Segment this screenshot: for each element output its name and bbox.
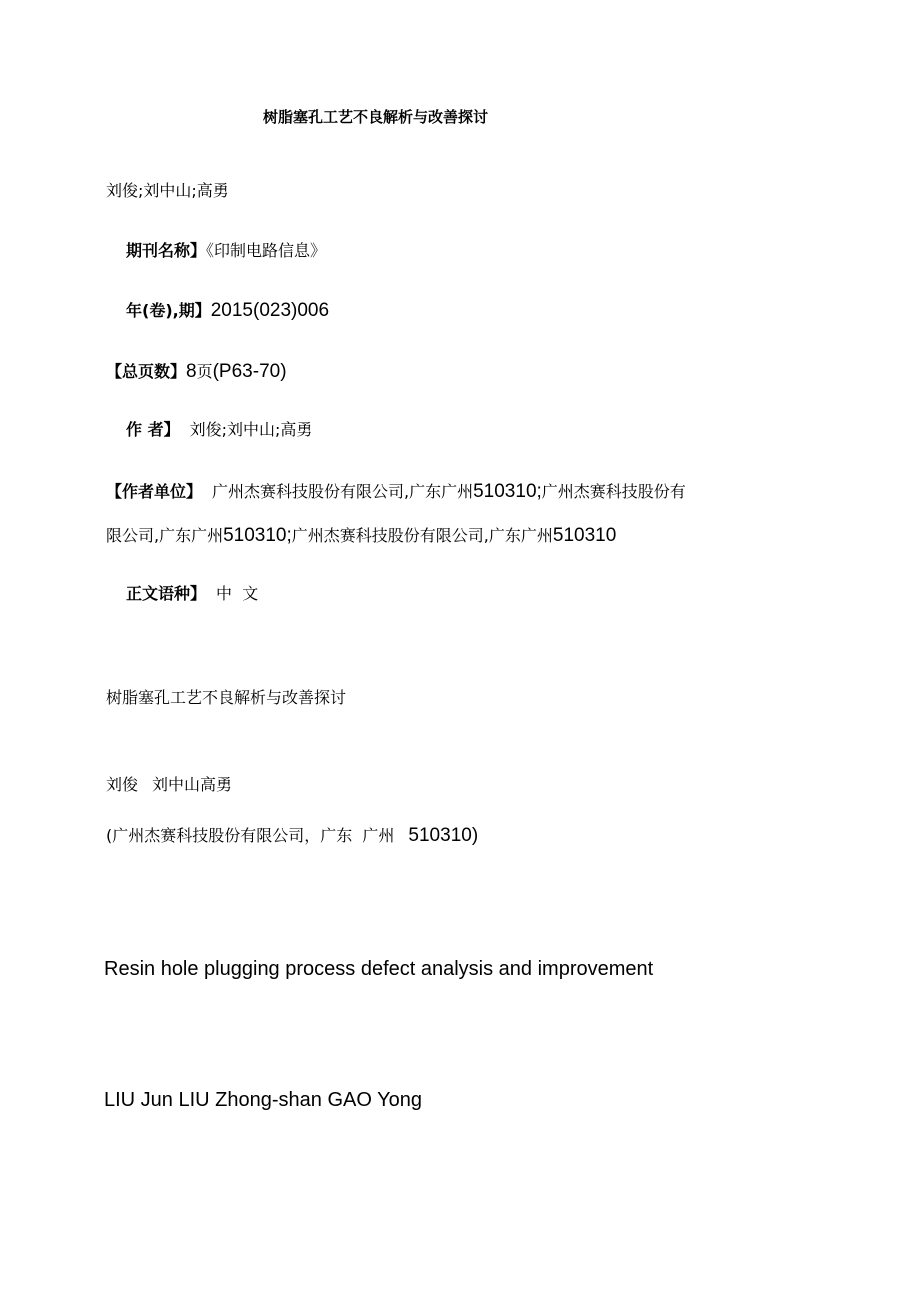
affiliation-text-2a: 限公司,广东广州 <box>106 526 224 545</box>
language-label: 正文语种】 <box>126 584 207 603</box>
journal-row <box>126 243 326 259</box>
affiliation-label: 【作者单位】 <box>106 482 203 501</box>
authors-line: 刘俊;刘中山;高勇 <box>106 181 229 200</box>
total-pages-row <box>106 362 287 381</box>
body-affiliation-code: 510310 <box>408 825 472 846</box>
affiliation-text-1a: 广州杰赛科技股份有限公司,广东广州 <box>212 482 474 501</box>
year-value: 2015(023)006 <box>210 300 330 321</box>
author-value: 刘俊;刘中山;高勇 <box>189 420 313 439</box>
affiliation-row <box>106 482 686 501</box>
year-label: 年(卷),期】 <box>126 301 211 320</box>
document-title: 树脂塞孔工艺不良解析与改善探讨 <box>263 108 489 126</box>
affiliation-code-1: 510310; <box>473 481 542 502</box>
pages-count: 8 <box>186 361 197 382</box>
affiliation-code-3: 510310 <box>552 525 617 546</box>
english-authors: LIU Jun LIU Zhong-shan GAO Yong <box>104 1089 422 1111</box>
body-author-1: 刘俊 <box>106 775 139 794</box>
language-row <box>126 586 258 602</box>
body-authors <box>106 777 232 793</box>
journal-label: 期刊名称】 <box>126 241 207 260</box>
pages-label: 【总页数】 <box>106 362 187 381</box>
author-row <box>126 422 312 438</box>
affiliation-text-1c: 广州杰赛科技股份有 <box>541 482 686 501</box>
body-title: 树脂塞孔工艺不良解析与改善探讨 <box>106 688 347 707</box>
journal-value: 《印制电路信息》 <box>206 241 327 260</box>
affiliation-continuation <box>106 526 616 545</box>
body-affiliation-text: (广州杰赛科技股份有限公司，广东 广州 <box>106 826 395 845</box>
language-value: 中 文 <box>216 584 259 603</box>
body-affiliation <box>106 826 478 845</box>
affiliation-text-2c: 广州杰赛科技股份有限公司,广东广州 <box>291 526 553 545</box>
english-title: Resin hole plugging process defect analysis and improvement <box>104 958 654 980</box>
affiliation-code-2: 510310; <box>223 525 292 546</box>
body-affiliation-close: ) <box>471 825 479 846</box>
author-label: 作 者】 <box>126 420 180 439</box>
year-volume-issue-row <box>126 301 329 320</box>
pages-range: (P63-70) <box>212 361 287 382</box>
pages-unit: 页 <box>196 362 213 381</box>
body-authors-rest: 刘中山高勇 <box>152 775 233 794</box>
